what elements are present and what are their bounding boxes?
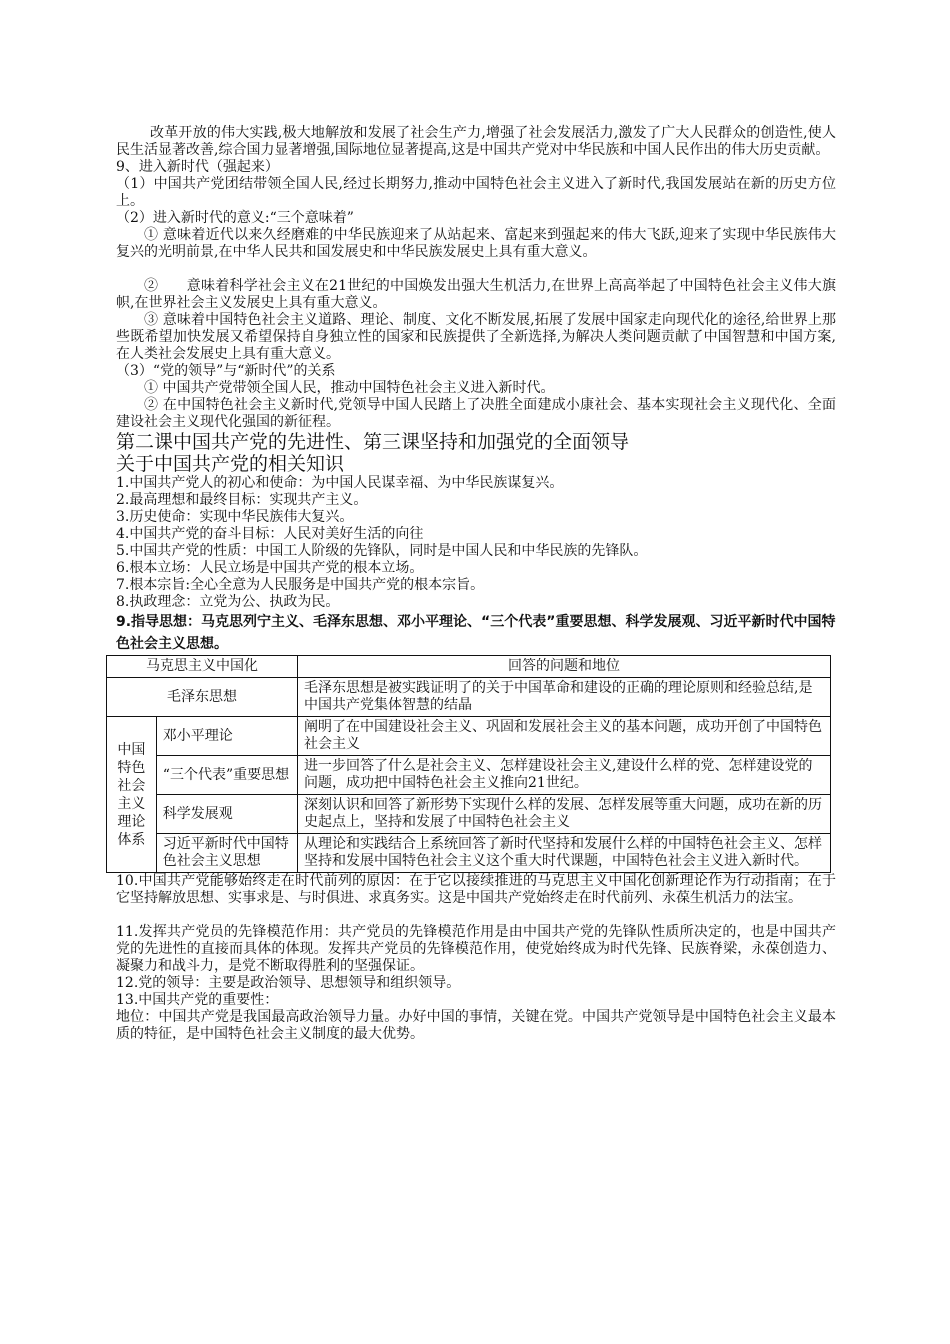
table-cell-mao-name: 毛泽东思想 (107, 678, 298, 717)
lesson-title: 第二课中国共产党的先进性、第三课坚持和加强党的全面领导 (116, 431, 630, 453)
lesson-item-6: 6.根本立场：人民立场是中国共产党的根本立场。 (116, 560, 424, 576)
section-9-item-3-heading: （3）“党的领导”与“新时代”的关系 (116, 363, 336, 379)
item-13-heading: 13.中国共产党的重要性： (116, 992, 279, 1008)
table-row (107, 678, 831, 717)
section-9-item-3-a: ① 中国共产党带领全国人民，推动中国特色社会主义进入新时代。 (144, 380, 555, 396)
table-cell-desc: 深刻认识和回答了新形势下实现什么样的发展、怎样发展等重大问题，成功在新的历史起点上，坚持和发展了中国特色社会主义 (298, 795, 831, 834)
group-label-text: 中国特色社会主义理论体系 (117, 741, 146, 848)
spacer (116, 261, 836, 278)
lesson-subtitle: 关于中国共产党的相关知识 (116, 453, 345, 475)
lesson-item-2: 2.最高理想和最终目标：实现共产主义。 (116, 492, 368, 508)
table-header-left: 马克思主义中国化 (107, 656, 298, 678)
spacer (116, 907, 836, 924)
lesson-item-4: 4.中国共产党的奋斗目标：人民对美好生活的向往 (116, 526, 424, 542)
table-row (107, 834, 831, 873)
section-9-heading: 9、进入新时代（强起来） (116, 159, 279, 175)
lesson-item-3: 3.历史使命：实现中华民族伟大复兴。 (116, 509, 354, 525)
table-header-right: 回答的问题和地位 (298, 656, 831, 678)
table-row (107, 795, 831, 834)
table-cell-mao-desc: 毛泽东思想是被实践证明了的关于中国革命和建设的正确的理论原则和经验总结,是中国共产党集体智慧的结晶 (298, 678, 831, 717)
section-9-item-2-a: ① 意味着近代以来久经磨难的中华民族迎来了从站起来、富起来到强起来的伟大飞跃,迎来了实现中华民族伟大复兴的光明前景,在中华人民共和国发展史和中华民族发展史上具有重大意义。 (116, 227, 836, 260)
lesson-item-8: 8.执政理念：立党为公、执政为民。 (116, 594, 340, 610)
reform-paragraph: 改革开放的伟大实践,极大地解放和发展了社会生产力,增强了社会发展活力,激发了广大人民群众的创造性,使人民生活显著改善,综合国力显著增强,国际地位显著提高,这是中国共产党对中华民族和中国人民作出的伟大历史贡献。 (116, 125, 836, 158)
section-9-item-1: （1）中国共产党团结带领全国人民,经过长期努力,推动中国特色社会主义进入了新时代,我国发展站在新的历史方位上。 (116, 176, 836, 209)
section-9-item-2-c: ③ 意味着中国特色社会主义道路、理论、制度、文化不断发展,拓展了发展中国家走向现代化的途径,给世界上那些既希望加快发展又希望保持自身独立性的国家和民族提供了全新选择,为解决人类问题贡献了中国智慧和中国方案,在人类社会发展史上具有重大意义。 (116, 312, 836, 362)
lesson-item-7: 7.根本宗旨:全心全意为人民服务是中国共产党的根本宗旨。 (116, 577, 485, 593)
table-row (107, 756, 831, 795)
item-10: 10.中国共产党能够始终走在时代前列的原因：在于它以接续推进的马克思主义中国化创新理论作为行动指南；在于它坚持解放思想、实事求是、与时俱进、求真务实。这是中国共产党始终走在时代前列、永葆生机活力的法宝。 (116, 873, 836, 906)
table-cell-group-label (107, 717, 157, 873)
table-header-row (107, 656, 831, 678)
table-cell-desc: 进一步回答了什么是社会主义、怎样建设社会主义,建设什么样的党、怎样建设党的问题，成功把中国特色社会主义推向21世纪。 (298, 756, 831, 795)
lesson-item-1: 1.中国共产党人的初心和使命：为中国人民谋幸福、为中华民族谋复兴。 (116, 475, 564, 491)
table-cell-name: “三个代表”重要思想 (156, 756, 297, 795)
table-cell-name: 邓小平理论 (156, 717, 297, 756)
table-cell-desc: 阐明了在中国建设社会主义、巩固和发展社会主义的基本问题，成功开创了中国特色社会主义 (298, 717, 831, 756)
item-11: 11.发挥共产党员的先锋模范作用：共产党员的先锋模范作用是由中国共产党的先锋队性质所决定的，也是中国共产党的先进性的直接而具体的体现。发挥共产党员的先锋模范作用，使党始终成为时代先锋、民族脊梁，永葆创造力、凝聚力和战斗力，是党不断取得胜利的坚强保证。 (116, 924, 836, 974)
table-cell-desc: 从理论和实践结合上系统回答了新时代坚持和发展什么样的中国特色社会主义、怎样坚持和发展中国特色社会主义这个重大时代课题，中国特色社会主义进入新时代。 (298, 834, 831, 873)
table-row (107, 717, 831, 756)
section-9-item-2-heading: （2）进入新时代的意义:“三个意味着” (116, 210, 354, 226)
document-page (116, 125, 836, 1043)
section-9-item-2-b: ② 意味着科学社会主义在21世纪的中国焕发出强大生机活力,在世界上高高举起了中国特色社会主义伟大旗帜,在世界社会主义发展史上具有重大意义。 (116, 278, 836, 311)
sinicization-table (106, 655, 831, 873)
section-9-item-3-b: ② 在中国特色社会主义新时代,党领导中国人民踏上了决胜全面建成小康社会、基本实现社会主义现代化、全面建设社会主义现代化强国的新征程。 (116, 397, 836, 430)
item-12: 12.党的领导：主要是政治领导、思想领导和组织领导。 (116, 975, 461, 991)
item-13-body: 地位：中国共产党是我国最高政治领导力量。办好中国的事情，关键在党。中国共产党领导是中国特色社会主义最本质的特征，是中国特色社会主义制度的最大优势。 (116, 1009, 836, 1042)
lesson-item-9-guiding-thought: 9.指导思想：马克思列宁主义、毛泽东思想、邓小平理论、“三个代表”重要思想、科学发展观、习近平新时代中国特色社会主义思想。 (116, 614, 836, 652)
lesson-item-5: 5.中国共产党的性质：中国工人阶级的先锋队，同时是中国人民和中华民族的先锋队。 (116, 543, 648, 559)
table-cell-name: 习近平新时代中国特色社会主义思想 (156, 834, 297, 873)
table-cell-name: 科学发展观 (156, 795, 297, 834)
